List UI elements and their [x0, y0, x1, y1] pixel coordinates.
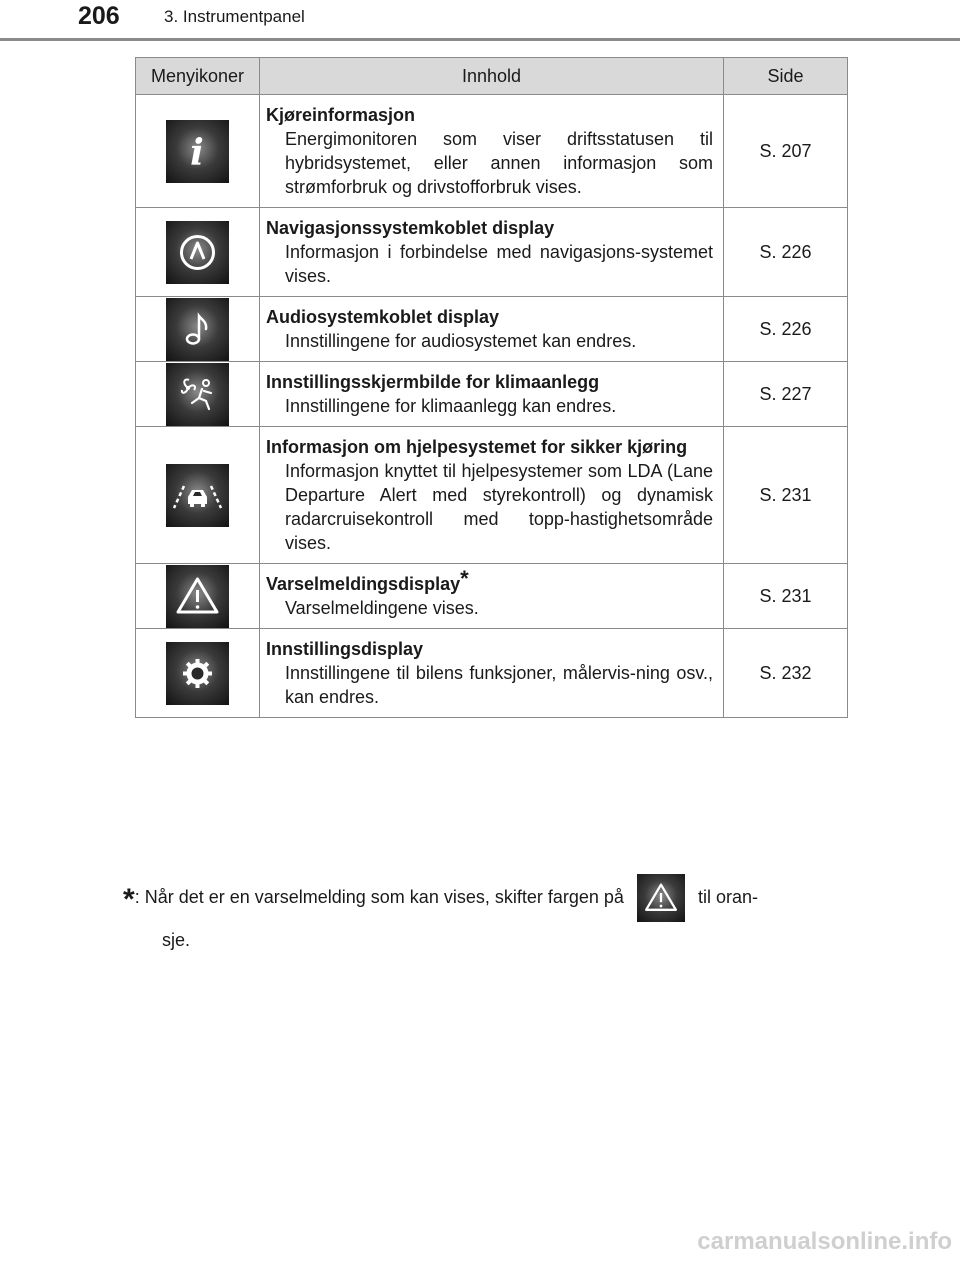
- page-reference: S. 232: [724, 629, 848, 718]
- chapter-title: 3. Instrumentpanel: [164, 7, 305, 26]
- content-cell: [260, 629, 724, 718]
- icon-cell: [136, 95, 260, 208]
- footnote-text: : Når det er en varselmelding som kan vises, skifter fargen på: [134, 886, 624, 907]
- page-reference: S. 231: [724, 427, 848, 564]
- table-row: [136, 297, 848, 362]
- footnote-marker: *: [123, 882, 135, 916]
- warning-icon: [166, 565, 229, 628]
- content-cell: [260, 297, 724, 362]
- driving-support-icon: [166, 464, 229, 527]
- icon-cell: [136, 297, 260, 362]
- icon-cell: [136, 208, 260, 297]
- row-description: Innstillingene for audiosystemet kan endres.: [285, 331, 637, 351]
- row-title: Innstillingsdisplay: [266, 639, 424, 659]
- svg-text:i: i: [190, 131, 204, 174]
- row-description: Innstillingene for klimaanlegg kan endres.: [285, 396, 617, 416]
- page-number: 206: [78, 2, 120, 30]
- content-cell: [260, 208, 724, 297]
- table-row: [136, 427, 848, 564]
- footnote-text-after: til oran-: [697, 886, 758, 907]
- row-description: Varselmeldingene vises.: [285, 598, 479, 618]
- table-row: [136, 362, 848, 427]
- info-icon: [166, 120, 229, 183]
- page-header: [0, 0, 960, 42]
- music-note-icon: [166, 298, 229, 361]
- table-row: [136, 208, 848, 297]
- table-row: [136, 564, 848, 629]
- row-title: Kjøreinformasjon: [266, 105, 416, 125]
- row-title: Navigasjonssystemkoblet display: [266, 218, 555, 238]
- row-description: Energimonitoren som viser driftsstatusen til hybridsystemet, eller annen informasjon som strømforbruk og drivstofforbruk vises.: [285, 129, 713, 197]
- row-title: Varselmeldingsdisplay*: [266, 566, 469, 594]
- row-description: Informasjon knyttet til hjelpesystemer som LDA (Lane Departure Alert med styrekontroll) og dynamisk radarcruisekontroll med topp-hastighetsområde vises.: [285, 461, 713, 553]
- footnote: [123, 874, 843, 959]
- row-title: Innstillingsskjermbilde for klimaanlegg: [266, 372, 600, 392]
- table-header-row: [136, 58, 848, 95]
- page-reference: S. 231: [724, 564, 848, 629]
- header-rule: [0, 38, 960, 41]
- icon-cell: [136, 362, 260, 427]
- column-header-page: Side: [724, 58, 848, 95]
- row-description: Informasjon i forbindelse med navigasjons-systemet vises.: [285, 242, 713, 286]
- page-reference: S. 226: [724, 297, 848, 362]
- column-header-content: Innhold: [260, 58, 724, 95]
- row-description: Innstillingene til bilens funksjoner, målervis-ning osv., kan endres.: [285, 663, 713, 707]
- content-cell: [260, 564, 724, 629]
- footnote-continuation: sje.: [162, 930, 191, 950]
- page-reference: S. 207: [724, 95, 848, 208]
- row-title: Audiosystemkoblet display: [266, 307, 500, 327]
- warning-icon: [637, 874, 685, 922]
- navigation-icon: [166, 221, 229, 284]
- footnote-marker: *: [460, 566, 469, 591]
- content-cell: [260, 95, 724, 208]
- column-header-icons: Menyikoner: [136, 58, 260, 95]
- gear-icon: [166, 642, 229, 705]
- page-reference: S. 226: [724, 208, 848, 297]
- table-row: [136, 629, 848, 718]
- table-row: [136, 95, 848, 208]
- content-cell: [260, 362, 724, 427]
- icon-cell: [136, 427, 260, 564]
- menu-icons-table: [135, 57, 848, 718]
- page-reference: S. 227: [724, 362, 848, 427]
- watermark: carmanualsonline.info: [697, 1228, 952, 1255]
- icon-cell: [136, 629, 260, 718]
- row-title: Informasjon om hjelpesystemet for sikker kjøring: [266, 437, 688, 457]
- content-cell: [260, 427, 724, 564]
- climate-fan-icon: [166, 363, 229, 426]
- icon-cell: [136, 564, 260, 629]
